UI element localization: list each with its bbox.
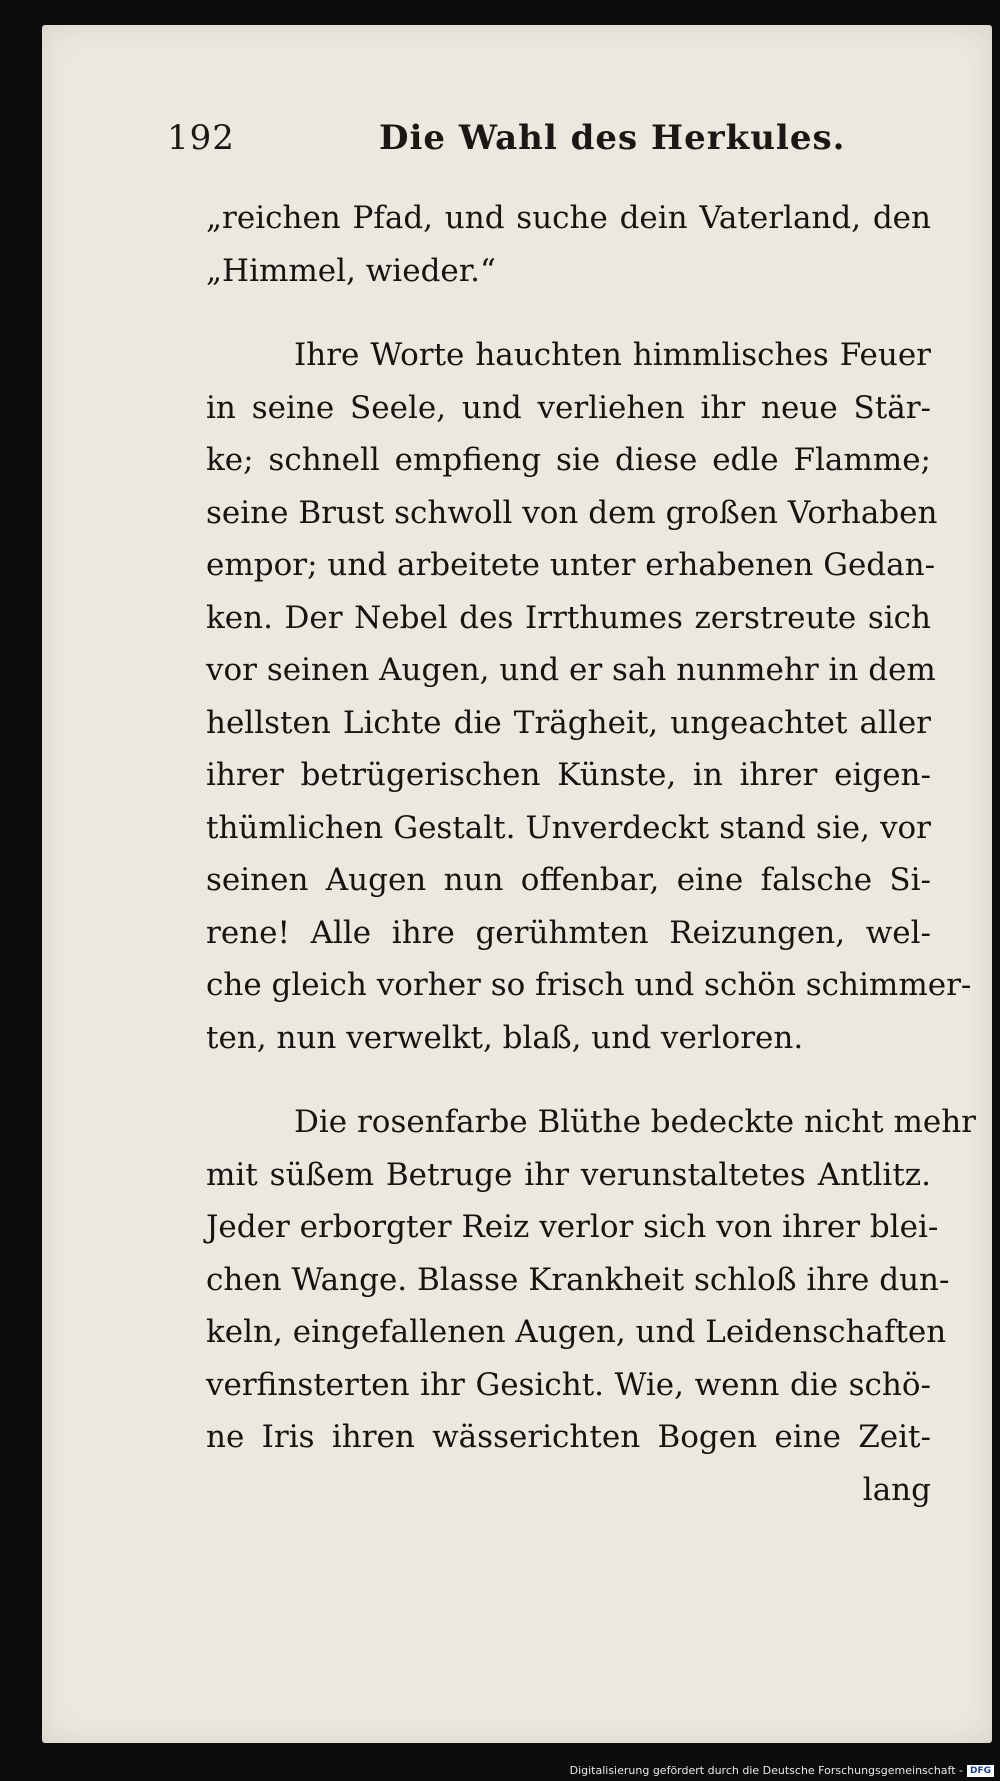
credit-text: Digitalisierung gefördert durch die Deutsche Forschungsgemeinschaft -: [569, 1764, 963, 1777]
text-line: chen Wange. Blasse Krankheit schloß ihre dun-: [206, 1261, 950, 1298]
text-line: keln, eingefallenen Augen, und Leidenschaften: [206, 1314, 947, 1350]
catchword: lang: [862, 1471, 931, 1508]
text-line: seinen Augen nun offenbar, eine falsche Si-: [206, 862, 931, 898]
digitization-credit: [570, 1764, 994, 1777]
text-line: in seine Seele, und verliehen ihr neue Stär-: [206, 389, 931, 426]
text-line: thümlichen Gestalt. Unverdeckt stand sie, vor: [206, 809, 931, 846]
text-line: verfinsterten ihr Gesicht. Wie, wenn die schö-: [206, 1366, 931, 1403]
text-line: rene! Alle ihre gerühmten Reizungen, wel-: [206, 914, 931, 951]
text-line: mit süßem Betruge ihr verunstaltetes Antlitz.: [206, 1156, 931, 1193]
paragraph: [206, 1096, 976, 1464]
text-line: vor seinen Augen, und er sah nunmehr in dem: [206, 652, 936, 688]
text-line: Die rosenfarbe Blüthe bedeckte nicht mehr: [294, 1104, 976, 1140]
text-line: ihrer betrügerischen Künste, in ihrer eigen-: [206, 757, 931, 793]
text-line: ke; schnell empfieng sie diese edle Flamme;: [206, 442, 931, 478]
text-line: empor; und arbeitete unter erhabenen Gedan-: [206, 547, 936, 583]
page-number: 192: [167, 118, 235, 158]
running-head: Die Wahl des Herkules.: [379, 118, 846, 158]
page-header: [167, 118, 987, 168]
text-line: „Himmel, wieder.“: [206, 252, 496, 289]
text-line: seine Brust schwoll von dem großen Vorhaben: [206, 494, 938, 531]
text-line: „reichen Pfad, und suche dein Vaterland, den: [206, 200, 931, 236]
text-line: che gleich vorher so frisch und schön schimmer-: [206, 967, 972, 1003]
text-line: ten, nun verwelkt, blaß, und verloren.: [206, 1019, 804, 1056]
paragraph: [206, 192, 931, 297]
text-line: Ihre Worte hauchten himmlisches Feuer: [294, 337, 931, 373]
text-line: ne Iris ihren wässerichten Bogen eine Zeit-: [206, 1419, 931, 1455]
body-text: [206, 192, 976, 1516]
paragraph: [206, 329, 972, 1064]
text-line: hellsten Lichte die Trägheit, ungeachtet aller: [206, 704, 931, 741]
text-line: ken. Der Nebel des Irrthumes zerstreute sich: [206, 599, 931, 636]
text-line: Jeder erborgter Reiz verlor sich von ihrer blei-: [206, 1209, 939, 1245]
dfg-logo: DFG: [967, 1765, 994, 1777]
